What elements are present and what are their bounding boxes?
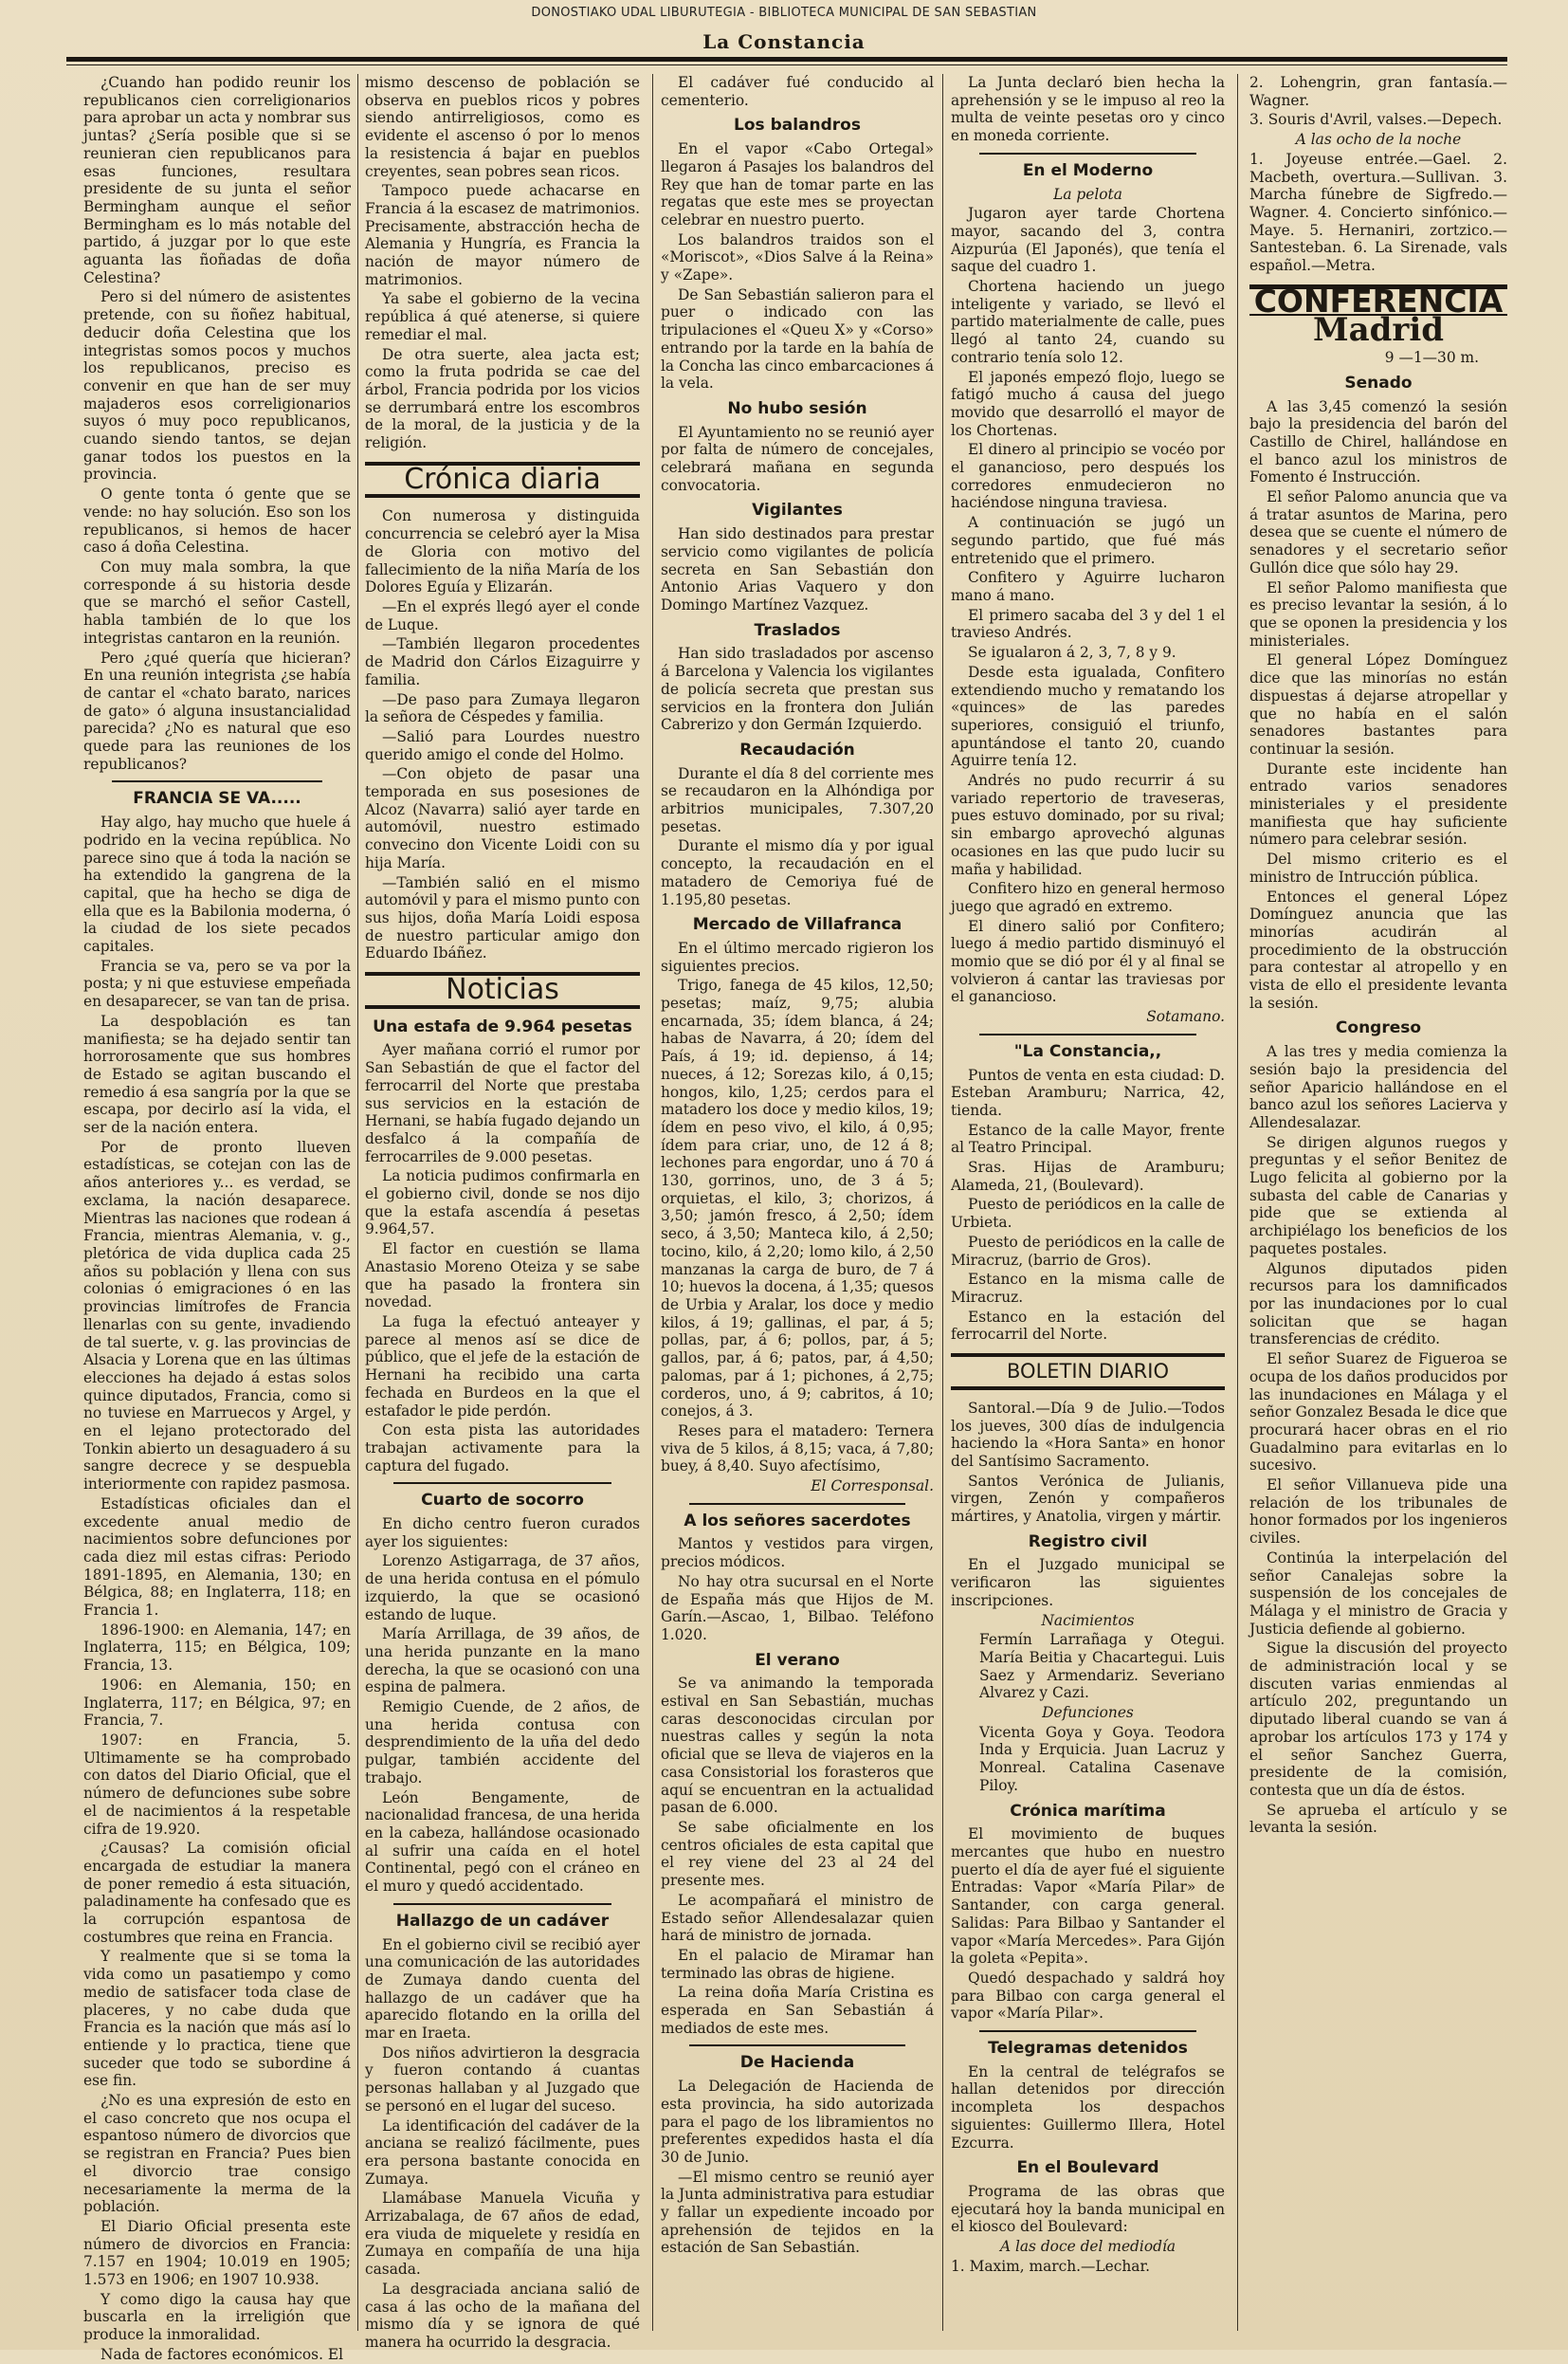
timestamp: 9 —1—30 m.	[1384, 349, 1479, 367]
paragraph: En el último mercado rigieron los siguientes precios.	[661, 939, 934, 975]
paragraph: —El mismo centro se reunió ayer la Junta administrativa para estudiar y fallar un expediente incoado por aprehensión de tejidos en la estación de San Sebastián.	[661, 2168, 934, 2257]
column-1	[83, 74, 351, 2363]
paragraph: Algunos diputados piden recursos para los damnificados por las inundaciones por lo cual solicitan que se hagan transferencias de crédito.	[1249, 1259, 1507, 1348]
paragraph: El primero sacaba del 3 y del 1 el travieso Andrés.	[951, 606, 1225, 642]
paragraph: Estadísticas oficiales dan el excedente anual medio de nacimientos sobre defunciones por cada diez mil estas cifras: Periodo 1891-1895, en Alemania, 130; en Bélgica, 88; en Inglaterra, 118; en Francia 1.	[83, 1494, 351, 1620]
column-4	[951, 74, 1225, 2340]
paragraph: Ayer mañana corrió el rumor por San Sebastián de que el factor del ferrocarril del Norte que prestaba sus servicios en la estación de Hernani, se había fugado dejando un desfalco á la compañía de ferrocarriles de 9.000 pesetas.	[365, 1041, 640, 1165]
section-heading-boletin: BOLETIN DIARIO	[951, 1353, 1225, 1390]
divider	[979, 2030, 1196, 2032]
paragraph: En el Juzgado municipal se verificaron las siguientes inscripciones.	[951, 1556, 1225, 1609]
subheading: A las doce del mediodía	[999, 2238, 1176, 2256]
paragraph: Desde esta igualada, Confitero extendiendo mucho y rematando los «quinces» de las paredes superiores, consiguió el triunfo, apuntándose el tanto 20, cuando Aguirre tenía 12.	[951, 663, 1225, 770]
dateline-madrid: Madrid	[1312, 311, 1445, 350]
paragraph: ¿No es una expresión de esto en el caso concreto que nos ocupa el espantoso número de divorcios que se registran en Francia? Pues bien el divorcio trae consigo necesariamente la merma de la población.	[83, 2092, 351, 2216]
column-divider	[357, 74, 358, 2331]
article-heading: Hallazgo de un cadáver	[395, 1911, 610, 1931]
paragraph: Y realmente que si se toma la vida como un pasatiempo y como medio de satisfacer toda clase de placeres, y no cabe duda que Francia es la nación que más así lo entiende y lo practica, tiene que suceder que todo se subordine á ese fin.	[83, 1948, 351, 2090]
paragraph: Jugaron ayer tarde Chortena mayor, sacando del 3, contra Aizpurúa (El Japonés), que tenía el saque del cuadro 1.	[951, 205, 1225, 276]
column-divider	[1237, 74, 1238, 2331]
paragraph: Puesto de periódicos en la calle de Miracruz, (barrio de Gros).	[951, 1233, 1225, 1269]
column-divider	[652, 74, 653, 2331]
article-heading: El verano	[755, 1650, 840, 1670]
paragraph: El señor Villanueva pide una relación de los tribunales de honor formados por los ingenieros civiles.	[1249, 1476, 1507, 1548]
paragraph: En dicho centro fueron curados ayer los siguientes:	[365, 1515, 640, 1550]
paragraph: Francia se va, pero se va por la posta; y ni que estuviese empeñada en desaparecer, se van tan de prisa.	[83, 957, 351, 1011]
paragraph: En el vapor «Cabo Ortegal» llegaron á Pasajes los balandros del Rey que han de tomar parte en las regatas que este mes se proyectan celebrar en nuestro puerto.	[661, 140, 934, 229]
paragraph: Estanco de la calle Mayor, frente al Teatro Principal.	[951, 1121, 1225, 1157]
paragraph: Ya sabe el gobierno de la vecina república á qué atenerse, si quiere remediar el mal.	[365, 290, 640, 343]
paragraph: En el gobierno civil se recibió ayer una comunicación de las autoridades de Zumaya dando cuenta del hallazgo de un cadáver que ha aparecido flotando en la orilla del mar en Iraeta.	[365, 1935, 640, 2043]
paragraph: Dos niños advirtieron la desgracia y fueron contando á cuantas personas hallaban y al Juzgado que se personó en el lugar del suceso.	[365, 2043, 640, 2115]
article-heading: Cuarto de socorro	[421, 1491, 584, 1511]
paragraph: Del mismo criterio es el ministro de Intrucción pública.	[1249, 851, 1507, 886]
paragraph: Quedó despachado y saldrá hoy para Bilbao con carga general el vapor «María Pilar».	[951, 1969, 1225, 2023]
paragraph: Durante el día 8 del corriente mes se recaudaron en la Alhóndiga por arbitrios municipales, 7.307,20 pesetas.	[661, 764, 934, 835]
list-item: 3. Souris d'Avril, valses.—Depech.	[1249, 111, 1503, 129]
paragraph: Por de pronto llueven estadísticas, se cotejan con las de años anteriores y... es verdad, se exclama, la nación desaparece. Mientras las naciones que rodean á Francia, mientras Alemania, v. g., pletórica de vida duplica cada 25 años su población y llena con sus colonias ó emigraciones ó en las provincias limítrofes de Francia llenarlas con su gente, invadiendo de tal suerte, v. g. las provincias de Alsacia y Lorena que en las últimas elecciones ha dejado á estas solos quince diputados, Francia, como si no tuviese en Marruecos y Argel, y en el lejano protectorado del Tonkin abierto un desaguadero á su sangre decrece y se despuebla interiormente con rapidez pasmosa.	[83, 1138, 351, 1494]
paragraph: Remigio Cuende, de 2 años, de una herida contusa con desprendimiento de la uña del dedo pulgar, también accidente del trabajo.	[365, 1698, 640, 1787]
paragraph: mismo descenso de población se observa en pueblos ricos y pobres siendo antirreligiosos, como es evidente el ascenso ó por lo menos la resistencia á bajar en pueblos creyentes, sean pobres sean ricos.	[365, 74, 640, 180]
paragraph: Hay algo, hay mucho que huele á podrido en la vecina república. No parece sino que á toda la nación se ha extendido la gangrena de la capital, que ha hecho se diga de ella que es la Babilonia moderna, ó la ciudad de los siete pecados capitales.	[83, 814, 351, 956]
divider	[689, 1503, 905, 1505]
paragraph: Con esta pista las autoridades trabajan activamente para la captura del fugado.	[365, 1421, 640, 1475]
paragraph: 1907: en Francia, 5. Ultimamente se ha comprobado con datos del Diario Oficial, que el número de defunciones sube sobre el de nacimientos á la respetable cifra de 19.920.	[83, 1731, 351, 1838]
archive-banner: DONOSTIAKO UDAL LIBURUTEGIA - BIBLIOTECA MUNICIPAL DE SAN SEBASTIAN	[531, 6, 1037, 20]
paragraph: El señor Palomo anuncia que va á tratar asuntos de Marina, pero desea que se cuente el número de senadores y el secretario señor Gullón dice que sólo hay 29.	[1249, 488, 1507, 577]
paragraph: Le acompañará el ministro de Estado señor Allendesalazar quien hará de ministro de jornada.	[661, 1891, 934, 1945]
paragraph: Continúa la interpelación del señor Canalejas sobre la suspensión de los concejales de Málaga y el ministro de Gracia y Justicia defiende al gobierno.	[1249, 1549, 1507, 1638]
paragraph: El general López Domínguez dice que las minorías no están dispuestas á dejarse atropellar y que no había en el salón senadores bastantes para continuar la sesión.	[1249, 651, 1507, 758]
paragraph: En el palacio de Miramar han terminado las obras de higiene.	[661, 1946, 934, 1982]
paragraph: Confitero hizo en general hermoso juego que agradó en extremo.	[951, 880, 1225, 915]
article-heading: Telegramas detenidos	[988, 2039, 1188, 2059]
paragraph: No hay otra sucursal en el Norte de España más que Hijos de M. Garín.—Ascao, 1, Bilbao. Teléfono 1.020.	[661, 1572, 934, 1643]
article-heading: De Hacienda	[739, 2053, 855, 2073]
paragraph: Andrés no pudo recurrir á su variado repertorio de traveseras, pues estuvo dominado, por su rival; sin embargo aprovechó algunas ocasiones en las que pudo lucir su maña y habilidad.	[951, 772, 1225, 878]
divider	[393, 1903, 611, 1905]
paragraph: El cadáver fué conducido al cementerio.	[661, 74, 934, 109]
paragraph: A las tres y media comienza la sesión bajo la presidencia del señor Aparicio hallándose en el banco azul los señores Lacierva y Allendesalazar.	[1249, 1043, 1507, 1131]
paragraph: La despoblación es tan manifiesta; se ha dejado sentir tan horrorosamente que sus hombres de Estado se agitan buscando el remedio á esa sangría por la que se escapa, por decirlo así la vida, el ser de la nación entera.	[83, 1012, 351, 1137]
section-heading-cronica: Crónica diaria	[365, 462, 640, 499]
divider	[979, 1034, 1196, 1035]
subheading: A las ocho de la noche	[1295, 131, 1462, 149]
paragraph: Reses para el matadero: Ternera viva de 5 kilos, á 8,15; vaca, á 7,80; buey, á 8,40. Suyo afectísimo,	[661, 1421, 934, 1475]
paragraph: Trigo, fanega de 45 kilos, 12,50; pesetas; maíz, 9,75; alubia encarnada, 35; ídem blanca, á 24; habas de Navarra, á 20; ídem del País, á 19; id. depienso, á 14; nueces, á 12; Sorezas kilo, á 0,15; hongos, kilo, 1,25; cerdos para el matadero los doce y medio kilos, 19; ídem en peso vivo, el kilo, á 0,95; ídem para criar, uno, de 12 á 8; lechones para engordar, uno á 70 á 130, gorrinos, uno, de 3 á 5; orquietas, el kilo, 3; chorizos, á 3,50; jamón fresco, á 2,50; ídem seco, á 3,50; Manteca kilo, á 2,50; tocino, kilo, á 2,20; lomo kilo, á 2,50 manzanas la carga de buro, de 7 á 10; huevos la docena, á 1,35; quesos de Urbia y Aralar, los doce y medio kilos, á 19; gallinas, el par, á 5; pollas, par, á 6; pollos, par, á 5; gallos, par, á 6; patos, par, á 4,50; palomas, par á 1; pichones, á 2,75; corderos, uno, á 9; cabritos, á 10; conejos, á 3.	[661, 977, 934, 1420]
paragraph: El japonés empezó flojo, luego se fatigó mucho á causa del juego movido que desarrolló el mayor de los Chortenas.	[951, 368, 1225, 439]
divider	[979, 153, 1196, 155]
paragraph: El Diario Oficial presenta este número de divorcios en Francia: 7.157 en 1904; 10.019 en 1905; 1.573 en 1906; en 1907 10.938.	[83, 2217, 351, 2289]
paragraph: La Delegación de Hacienda de esta provincia, ha sido autorizada para el pago de los libramientos no preferentes expedidos hasta el día 30 de Junio.	[661, 2078, 934, 2166]
article-heading: Mercado de Villafranca	[692, 915, 903, 935]
paragraph: —También llegaron procedentes de Madrid don Cárlos Eizaguirre y familia.	[365, 635, 640, 688]
paragraph: Sras. Hijas de Aramburu; Alameda, 21, (Boulevard).	[951, 1159, 1225, 1194]
paragraph: De San Sebastián salieron para el puer o indicado con las tripulaciones el «Queu X» y «Corso» entrando por la tarde en la bahía de la Concha las cinco embarcaciones á la vela.	[661, 285, 934, 393]
paragraph: —De paso para Zumaya llegaron la señora de Céspedes y familia.	[365, 690, 640, 726]
paragraph: Entonces el general López Domínguez anuncia que las minorías acudirán al procedimiento de la obstrucción para contestar al atropello y en vista de ello el presidente levanta la sesión.	[1249, 888, 1507, 1012]
paragraph: Y como digo la causa hay que buscarla en la irreligión que produce la inmoralidad.	[83, 2290, 351, 2344]
paragraph: El dinero al principio se vocéo por el ganancioso, pero después los corredores enmudecieron no haciéndose ninguna traviesa.	[951, 441, 1225, 512]
list-item: 1. Joyeuse entrée.—Gael. 2. Macbeth, overtura.—Sullivan. 3. Marcha fúnebre de Sigfredo.—Wagner. 4. Concierto sinfónico.—Maye. 5. Hernaniri, zortzico.—Santesteban. 6. La Sirenade, vals español.—Metra.	[1249, 150, 1507, 275]
article-heading: Registro civil	[1028, 1531, 1148, 1551]
article-heading: Crónica marítima	[1010, 1801, 1166, 1821]
paragraph: Vicenta Goya y Goya. Teodora Inda y Erquicia. Juan Lacruz y Monreal. Catalina Casenave Piloy.	[979, 1723, 1225, 1794]
article-heading: Senado	[1344, 373, 1413, 393]
signature: El Corresponsal.	[811, 1477, 934, 1495]
divider	[689, 2044, 905, 2046]
paragraph: 1896-1900: en Alemania, 147; en Inglaterra, 115; en Bélgica, 109; Francia, 13.	[83, 1621, 351, 1675]
paragraph: La identificación del cadáver de la anciana se realizó fácilmente, pues era persona bastante conocida en Zumaya.	[365, 2117, 640, 2188]
paragraph: La desgraciada anciana salió de casa á las ocho de la mañana del mismo día y se ignora de qué manera ha ocurrido la desgracia.	[365, 2280, 640, 2351]
paragraph: Puesto de periódicos en la calle de Urbieta.	[951, 1196, 1225, 1232]
paragraph: El Ayuntamiento no se reunió ayer por falta de número de concejales, celebrará mañana en segunda convocatoria.	[661, 423, 934, 494]
paragraph: —En el exprés llegó ayer el conde de Luque.	[365, 597, 640, 633]
paragraph: De otra suerte, alea jacta est; como la fruta podrida se cae del árbol, Francia podrida por los vicios se derrumbará entre los escombros de la moral, de la justicia y de la religión.	[365, 345, 640, 452]
paragraph: —También salió en el mismo automóvil y para el mismo punto con sus hijos, doña María Loidi esposa de nuestro particular amigo don Eduardo Ibáñez.	[365, 873, 640, 962]
paragraph: Santos Verónica de Julianis, virgen, Zenón y compañeros mártires, y Anatolia, virgen y mártir.	[951, 1472, 1225, 1526]
paragraph: La reina doña María Cristina es esperada en San Sebastián á mediados de este mes.	[661, 1984, 934, 2037]
paragraph: Durante este incidente han entrado varios senadores ministeriales y el presidente manifiesta que hay suficiente número para celebrar sesión.	[1249, 760, 1507, 849]
paragraph: Pero ¿qué quería que hicieran? En una reunión integrista ¿se había de cantar el «chato barato, narices de gato» ó alguna insustancialidad parecida? ¿No es natural que eso quede para las reuniones de los republicanos?	[83, 649, 351, 773]
paragraph: Puntos de venta en esta ciudad: D. Esteban Aramburu; Narrica, 42, tienda.	[951, 1066, 1225, 1119]
article-heading: Traslados	[754, 620, 841, 640]
paragraph: 1906: en Alemania, 150; en Inglaterra, 117; en Bélgica, 97; en Francia, 7.	[83, 1676, 351, 1730]
paragraph: Chortena haciendo un juego inteligente y variado, se llevó el partido materialmente de calle, pues llegó al tanto 24, cuando su contrario tenía solo 12.	[951, 278, 1225, 366]
signature: Sotamano.	[1146, 1008, 1225, 1026]
paragraph: La fuga la efectuó anteayer y parece al menos así se dice de público, que el jefe de la estación de Hernani ha recibido una carta fechada en Burdeos en la que el estafador le pide perdón.	[365, 1313, 640, 1420]
section-heading-conferencia: CONFERENCIA	[1249, 284, 1507, 317]
paragraph: Se dirigen algunos ruegos y preguntas y el señor Benitez de Lugo felicita al gobierno por la subasta del cable de Canarias y pide que se extienda al archipiélago los beneficios de los paquetes postales.	[1249, 1133, 1507, 1257]
subheading: Nacimientos	[1041, 1611, 1135, 1629]
paragraph: Se sabe oficialmente en los centros oficiales de esta capital que el rey viene del 23 al 24 del presente mes.	[661, 1818, 934, 1890]
paragraph: Con muy mala sombra, la que corresponde á su historia desde que se marchó el señor Castell, habla también de lo que los integristas cantaron en la reunión.	[83, 558, 351, 647]
subheading: Defunciones	[1042, 1704, 1134, 1722]
paragraph: El señor Suarez de Figueroa se ocupa de los daños producidos por las inundaciones en Málaga y el señor Gonzalez Besada le dice que procurará hacer obras en el rio Guadalmino para evitarlas en lo sucesivo.	[1249, 1350, 1507, 1475]
paragraph: Lorenzo Astigarraga, de 37 años, de una herida contusa en el pómulo izquierdo, la que se ocasionó estando de luque.	[365, 1552, 640, 1623]
article-heading: Vigilantes	[752, 501, 843, 521]
paragraph: Confitero y Aguirre lucharon mano á mano.	[951, 569, 1225, 604]
paragraph: Se va animando la temporada estival en San Sebastián, muchas caras desconocidas circulan por nuestras calles y según la nota oficial que se lleva de viajeros en la casa Consistorial los forasteros que aquí se encuentran en la actualidad pasan de 6.000.	[661, 1675, 934, 1817]
paragraph: Nada de factores económicos. El	[100, 2345, 344, 2363]
article-heading: A los señores sacerdotes	[684, 1511, 911, 1530]
article-heading: FRANCIA SE VA.....	[133, 789, 301, 809]
paragraph: Fermín Larrañaga y Otegui. María Beitia y Chacartegui. Luis Saez y Armendariz. Severiano Alvarez y Cazi.	[979, 1631, 1225, 1702]
masthead: La Constancia	[702, 30, 866, 53]
paragraph: ¿Causas? La comisión oficial encargada de estudiar la manera de poner remedio á esta situación, paladinamente ha confesado que es la corrupción espantosa de costumbres que reina en Francia.	[83, 1840, 351, 1946]
paragraph: —Con objeto de pasar una temporada en sus posesiones de Alcoz (Navarra) salió ayer tarde en automóvil, nuestro estimado convecino don Vicente Loidi con su hija María.	[365, 765, 640, 871]
section-heading-noticias: Noticias	[365, 972, 640, 1009]
paragraph: O gente tonta ó gente que se vende: no hay solución. Eso son los republicanos, si hemos de hacer caso á doña Celestina.	[83, 486, 351, 557]
divider	[112, 780, 322, 782]
paragraph: La noticia pudimos confirmarla en el gobierno civil, donde se nos dijo que la estafa ascendía á pesetas 9.964,57.	[365, 1167, 640, 1238]
article-heading: En el Boulevard	[1016, 2158, 1159, 2178]
article-heading: Congreso	[1335, 1018, 1422, 1038]
paragraph: Santoral.—Día 9 de Julio.—Todos los jueves, 300 días de indulgencia haciendo la «Hora Santa» en honor del Santísimo Sacramento.	[951, 1399, 1225, 1470]
paragraph: El señor Palomo manifiesta que es preciso levantar la sesión, á lo que se oponen la presidencia y los ministeriales.	[1249, 578, 1507, 650]
paragraph: Pero si del número de asistentes pretende, con su ñoñez habitual, deducir doña Celestina que los integristas somos pocos y muchos los republicanos, preciso es convenir en que han de ser muy majaderos esos correligionarios suyos ó muy poco republicanos, cuando siendo tantos, se dejan ganar todos los puestos en la provincia.	[83, 288, 351, 484]
article-heading: Una estafa de 9.964 pesetas	[373, 1017, 632, 1036]
paragraph: León Bengamente, de nacionalidad francesa, de una herida en la cabeza, hallándose ocasionado al sufrir una caída en el hotel Continental, pegó con el cráneo en el muro y quedó accidentado.	[365, 1788, 640, 1896]
paragraph: Estanco en la estación del ferrocarril del Norte.	[951, 1308, 1225, 1344]
paragraph: Se igualaron á 2, 3, 7, 8 y 9.	[968, 644, 1176, 662]
paragraph: Han sido trasladados por ascenso á Barcelona y Valencia los vigilantes de policía secreta que prestan sus servicios en la frontera don Julián Cabrerizo y don Germán Izquierdo.	[661, 645, 934, 734]
paragraph: Programa de las obras que ejecutará hoy la banda municipal en el kiosco del Boulevard:	[951, 2182, 1225, 2236]
paragraph: Durante el mismo día y por igual concepto, la recaudación en el matadero de Cemoriya fué de 1.195,80 pesetas.	[661, 837, 934, 908]
paragraph: El dinero salió por Confitero; luego á medio partido disminuyó el momio que se dió por él y al final se volvieron á cantar las traviesas por el ganancioso.	[951, 917, 1225, 1006]
masthead-rule	[66, 57, 1507, 62]
paragraph: A las 3,45 comenzó la sesión bajo la presidencia del barón del Castillo de Chirel, hallándose en el banco azul los ministros de Fomento é Instrucción.	[1249, 397, 1507, 486]
paragraph: El factor en cuestión se llama Anastasio Moreno Oteiza y se sabe que ha pasado la frontera sin novedad.	[365, 1240, 640, 1311]
column-3	[661, 74, 934, 2340]
paragraph: ¿Cuando han podido reunir los republicanos cien correligionarios para aprobar un acta y nombrar sus juntas? ¿Sería posible que si se reunieran cien republicanos para esas funciones, resultara presidente de su junta el señor Bermingham aunque el señor Bermingham es lo más notable del partido, á juzgar por lo que este aguanta las ñoñadas de doña Celestina?	[83, 74, 351, 286]
column-divider	[942, 74, 943, 2331]
article-heading: Recaudación	[739, 740, 855, 760]
paragraph: María Arrillaga, de 39 años, de una herida punzante en la mano derecha, la que se ocasionó con una espina de palmera.	[365, 1625, 640, 1696]
divider	[393, 1482, 611, 1484]
paragraph: —Salió para Lourdes nuestro querido amigo el conde del Holmo.	[365, 727, 640, 763]
subheading: La pelota	[1053, 185, 1122, 203]
paragraph: A continuación se jugó un segundo partido, que fué más entretenido que el primero.	[951, 514, 1225, 567]
paragraph: Mantos y vestidos para virgen, precios módicos.	[661, 1535, 934, 1571]
article-heading: No hubo sesión	[727, 398, 867, 418]
paragraph: La Junta declaró bien hecha la aprehensión y se le impuso al reo la multa de veinte pesetas oro y cinco en moneda corriente.	[951, 74, 1225, 145]
article-heading: En el Moderno	[1022, 160, 1154, 180]
article-heading: "La Constancia,,	[1013, 1041, 1162, 1061]
paragraph: Con numerosa y distinguida concurrencia se celebró ayer la Misa de Gloria con motivo del fallecimiento de la niña María de los Dolores Eguía y Elizarán.	[365, 507, 640, 596]
paragraph: En la central de telégrafos se hallan detenidos por dirección incompleta los despachos siguientes: Guillermo Illera, Hotel Ezcurra.	[951, 2062, 1225, 2152]
article-heading: Los balandros	[734, 116, 861, 136]
paragraph: Los balandros traidos son el «Moriscot», «Dios Salve á la Reina» y «Zape».	[661, 230, 934, 284]
paragraph: 1. Maxim, march.—Lechar.	[951, 2257, 1151, 2275]
paragraph: Han sido destinados para prestar servicio como vigilantes de policía secreta en San Sebastián don Antonio Arias Vaquero y don Domingo Martínez Vazquez.	[661, 525, 934, 614]
paragraph: Se aprueba el artículo y se levanta la sesión.	[1249, 1801, 1507, 1837]
paragraph: Estanco en la misma calle de Miracruz.	[951, 1271, 1225, 1306]
paragraph: Sigue la discusión del proyecto de administración local y se discuten varias enmiendas al artículo 202, preguntando un diputado liberal cuando se van á aprobar los artículos 173 y 174 y el señor Sanchez Guerra, presidente de la comisión, contesta que un día de éstos.	[1249, 1640, 1507, 1799]
paragraph: El movimiento de buques mercantes que hubo en nuestro puerto el día de ayer fué el siguiente Entradas: Vapor «María Pilar» de Santander, con carga general. Salidas: Para Bilbao y Santander el vapor «María Mercedes». Para Gijón la goleta «Pepita».	[951, 1825, 1225, 1968]
list-item: 2. Lohengrin, gran fantasía.—Wagner.	[1249, 74, 1507, 109]
paragraph: Llamábase Manuela Vicuña y Arrizabalaga, de 67 años de edad, era viuda de miquelete y residía en Zumaya en compañía de una hija casada.	[365, 2190, 640, 2279]
masthead-rule-thin	[66, 64, 1507, 65]
paragraph: Tampoco puede achacarse en Francia á la escasez de matrimonios. Precisamente, abstracción hecha de Alemania y Hungría, es Francia la nación de mayor número de matrimonios.	[365, 182, 640, 288]
column-5	[1249, 74, 1507, 2340]
column-2	[365, 74, 640, 2351]
